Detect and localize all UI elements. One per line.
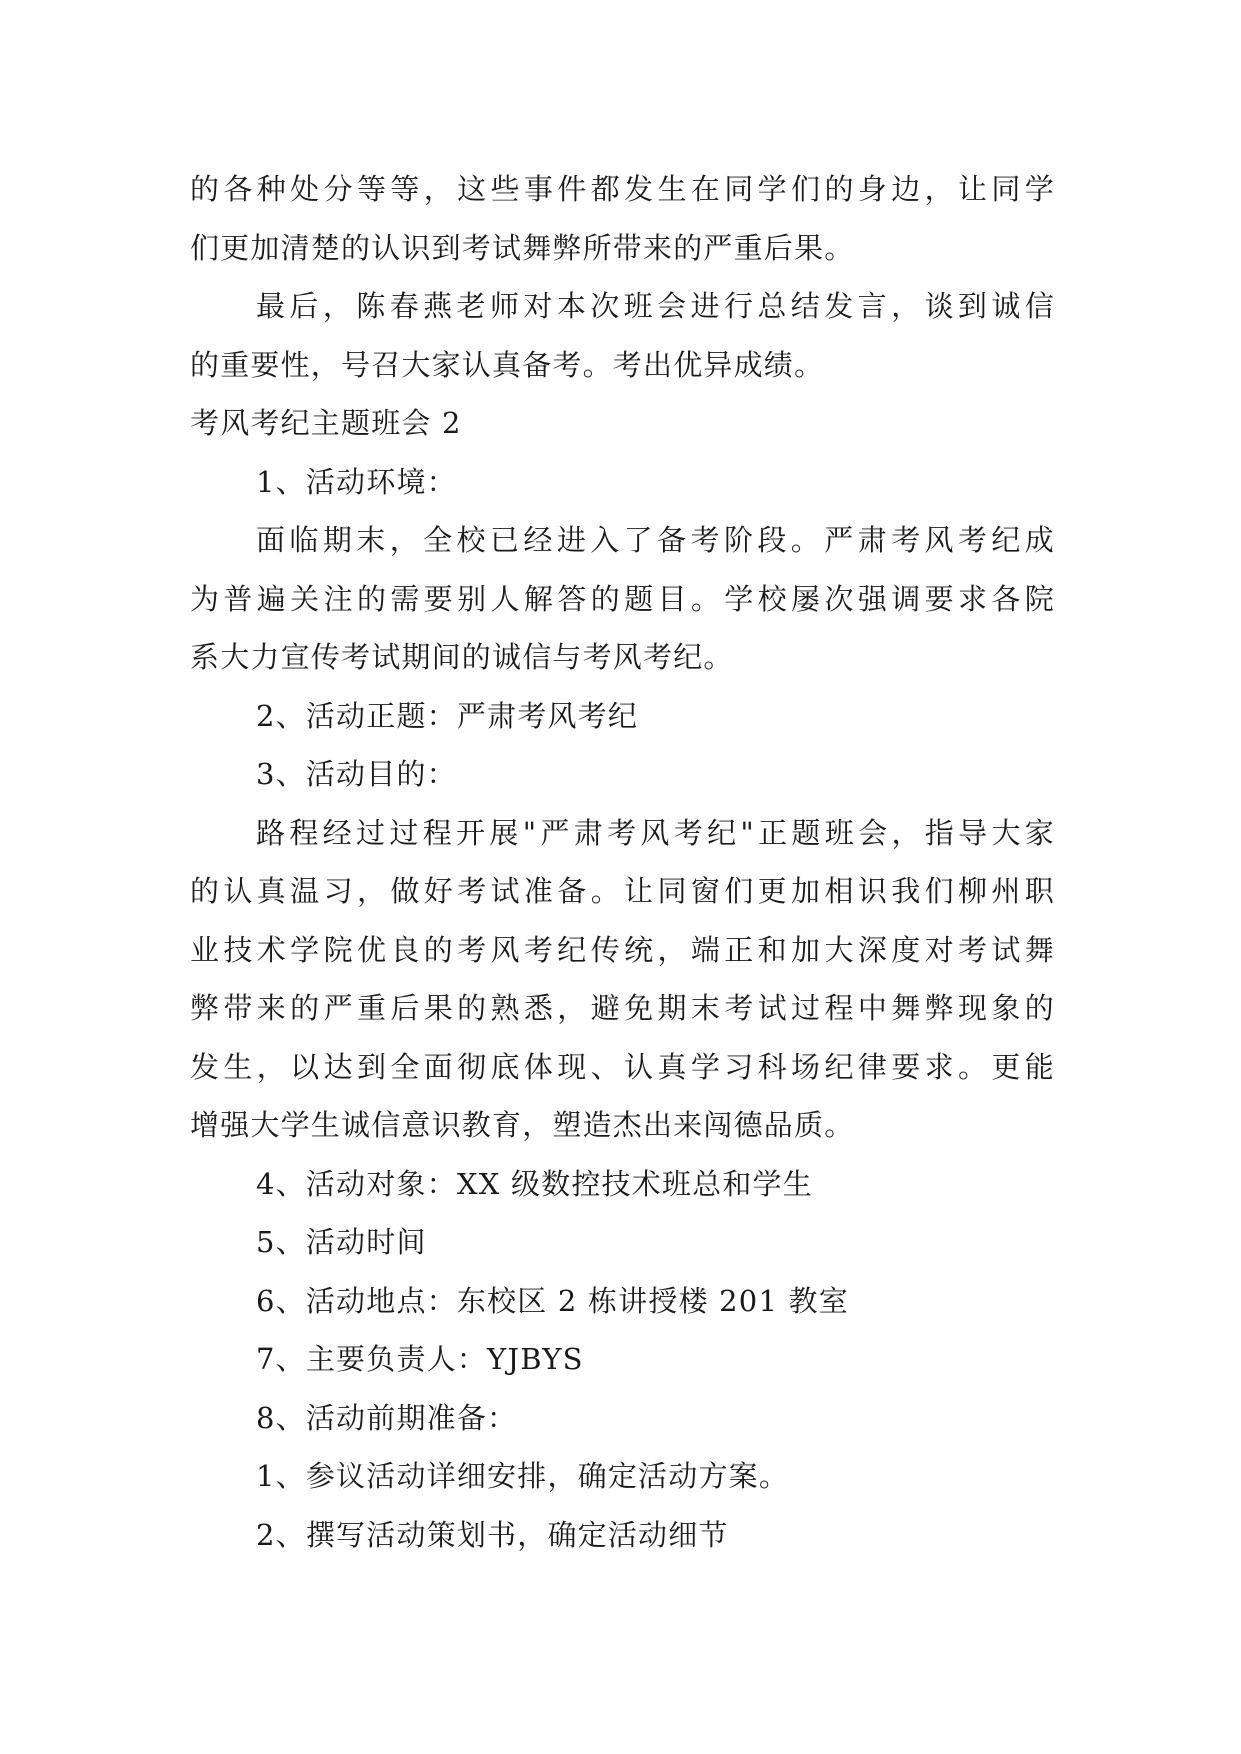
text-line: 路程经过过程开展"严肃考风考纪"正题班会，指导大家 (256, 815, 1055, 850)
text-line: 最后，陈春燕老师对本次班会进行总结发言，谈到诚信 (256, 289, 1055, 323)
text-line: 增强大学生诚信意识教育，塑造杰出来闯德品质。 (190, 1108, 855, 1142)
text-line: 为普遍关注的需要别人解答的题目。学校屡次强调要求各院 (190, 581, 1055, 616)
text-line: 的认真温习，做好考试准备。让同窗们更加相识我们柳州职 (190, 874, 1055, 908)
text-line: 4、活动对象：XX 级数控技术班总和学生 (256, 1166, 813, 1201)
text-line: 1、参议活动详细安排，确定活动方案。 (256, 1459, 790, 1493)
text-line: 5、活动时间 (256, 1225, 427, 1259)
text-line: 的重要性，号召大家认真备考。考出优异成绩。 (190, 347, 825, 382)
text-line: 7、主要负责人：YJBYS (256, 1342, 584, 1376)
text-line: 6、活动地点：东校区 2 栋讲授楼 201 教室 (256, 1283, 849, 1318)
text-line: 面临期末，全校已经进入了备考阶段。严肃考风考纪成 (256, 523, 1055, 557)
text-line: 们更加清楚的认识到考试舞弊所带来的严重后果。 (190, 230, 855, 265)
text-line: 8、活动前期准备： (256, 1400, 518, 1435)
text-line: 2、活动正题：严肃考风考纪 (256, 698, 639, 733)
section-heading: 考风考纪主题班会 2 (190, 406, 462, 440)
text-line: 业技术学院优良的考风考纪传统，端正和加大深度对考试舞 (190, 932, 1055, 967)
text-line: 1、活动环境： (256, 464, 457, 499)
document-body (190, 160, 1055, 1564)
text-line: 的各种处分等等，这些事件都发生在同学们的身边，让同学 (190, 172, 1055, 206)
text-line: 弊带来的严重后果的熟悉，避免期末考试过程中舞弊现象的 (190, 991, 1055, 1025)
text-line: 发生，以达到全面彻底体现、认真学习科场纪律要求。更能 (190, 1049, 1055, 1084)
text-line: 2、撰写活动策划书，确定活动细节 (256, 1517, 729, 1552)
text-line: 系大力宣传考试期间的诚信与考风考纪。 (190, 640, 734, 674)
text-line: 3、活动目的： (256, 757, 457, 791)
